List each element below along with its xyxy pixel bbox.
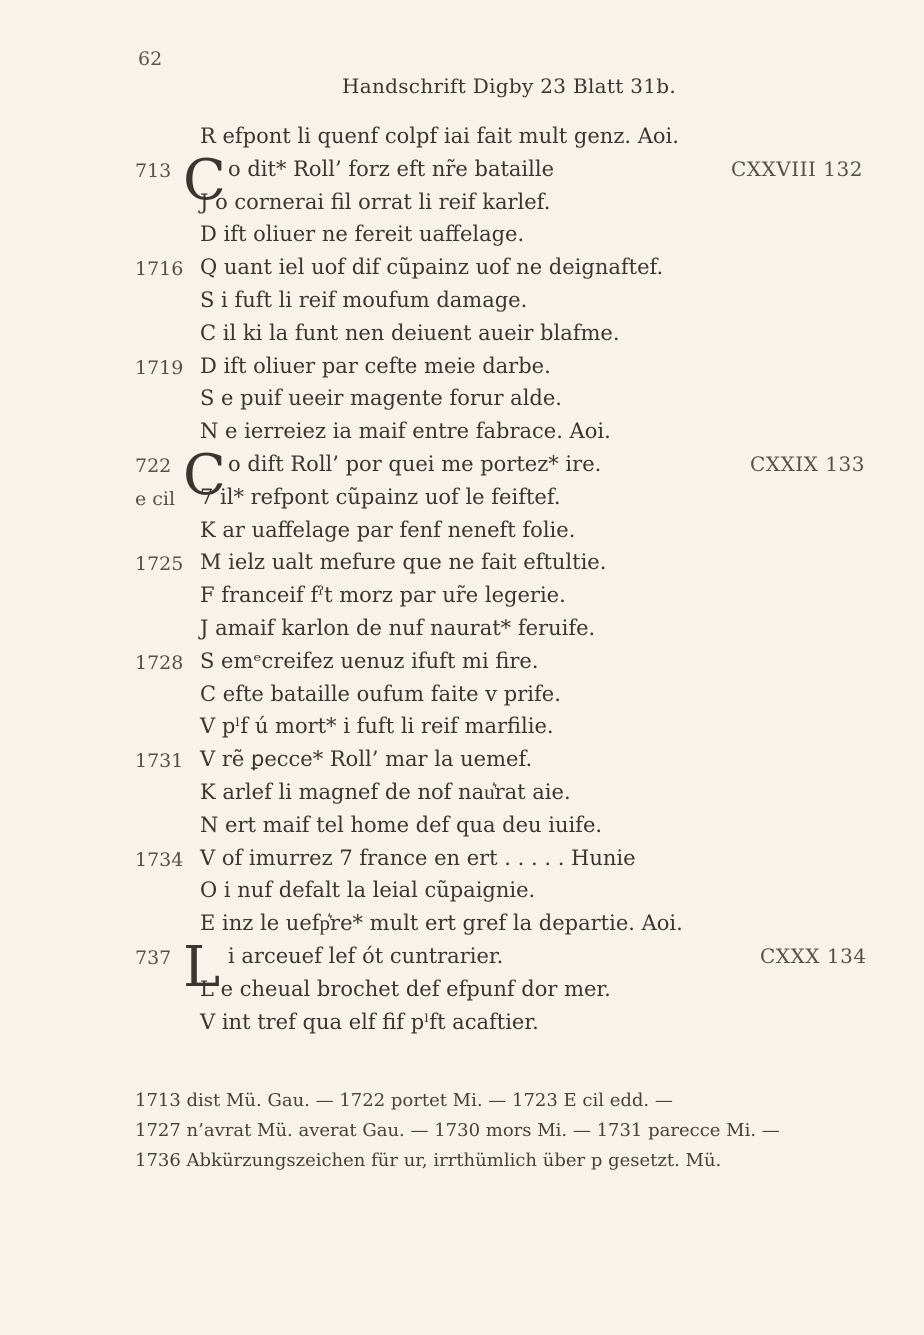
line-text: J o cornerai fil orrat li reif karlef. [200,190,551,214]
line-number: 713 [135,160,172,182]
text-line [0,977,924,1007]
line-text: S emᵉcreifez uenuz ifuft mi fire. [200,649,539,673]
line-text: Q uant iel uof dif cũpainz uof ne deignaftef. [200,255,664,279]
footnote-line: 1713 dist Mü. Gau. — 1722 portet Mi. — 1723 E cil edd. — [135,1090,673,1111]
section-number: CXXVIII 132 [731,157,863,181]
line-text: K arlef li magnef de nof nau͛rat aie. [200,780,571,804]
decorated-initial: C [183,148,226,213]
text-line [0,714,924,744]
text-line [0,255,924,285]
line-text: N ert maif tel home def qua deu iuife. [200,813,603,837]
page-number: 62 [138,48,163,70]
text-line [0,747,924,777]
line-text: V of imurrez 7 france en ert . . . . . Hunie [200,846,636,870]
line-number: 737 [135,947,172,969]
section-number: CXXX 134 [760,944,867,968]
text-line [0,452,924,482]
text-line [0,583,924,613]
text-line [0,682,924,712]
line-text: D ift oliuer ne fereit uaffelage. [200,222,525,246]
text-line [0,386,924,416]
line-text: i arceuef lef ót cuntrarier. [228,944,504,968]
line-text: K ar uaffelage par fenf neneft folie. [200,518,576,542]
footnote-line: 1727 n’avrat Mü. averat Gau. — 1730 mors Mi. — 1731 parecce Mi. — [135,1120,780,1141]
text-line [0,124,924,154]
footnote-line: 1736 Abkürzungszeichen für ur, irrthümlich über p gesetzt. Mü. [135,1150,722,1171]
text-line [0,846,924,876]
footnotes [135,1086,895,1176]
decorated-initial: C [183,443,226,508]
line-text: V rẽ ꝑecce* Roll’ mar la uemef. [200,747,533,771]
line-text: C efte bataille oufum faite v prife. [200,682,561,706]
text-line [0,1010,924,1040]
line-text: S i fuft li reif moufum damage. [200,288,528,312]
text-line [0,550,924,580]
line-text: J amaif karlon de nuf naurat* feruife. [200,616,596,640]
text-line [0,518,924,548]
text-line [0,813,924,843]
line-number: 1725 [135,553,184,575]
line-number: 1731 [135,750,184,772]
decorated-initial: L [183,935,221,1000]
running-head: Handschrift Digby 23 Blatt 31b. [342,74,677,98]
section-number: CXXIX 133 [750,452,865,476]
line-text: V int tref qua elf fif pˡft acaftier. [200,1010,539,1034]
line-text: M ielz ualt mefure que ne fait eftultie. [200,550,607,574]
line-text: S e puif ueeir magente forur alde. [200,386,562,410]
line-text: o dit* Roll’ forz eft nr̃e bataille [228,157,555,181]
text-line [0,157,924,187]
text-line [0,616,924,646]
line-text: L e cheual brochet def efpunf dor mer. [200,977,611,1001]
line-number: e cil [135,488,176,510]
line-number: 1716 [135,258,184,280]
line-text: o dift Roll’ por quei me portez* ire. [228,452,602,476]
line-number: 722 [135,455,172,477]
text-line [0,649,924,679]
text-line [0,190,924,220]
text-line [0,944,924,974]
text-line [0,780,924,810]
text-line [0,878,924,908]
line-number: 1734 [135,849,184,871]
line-text: F franceif fˀt morz par ur̃e legerie. [200,583,566,607]
text-line [0,222,924,252]
line-text: E inz le uefp͛re* mult ert gref la departie. Aoi. [200,911,683,935]
line-text: V pˡf ú mort* i fuft li reif marfilie. [200,714,554,738]
line-text: C il ki la funt nen deiuent aueir blafme. [200,321,620,345]
text-line [0,911,924,941]
text-line [0,354,924,384]
text-line [0,288,924,318]
line-text: 7 il* refpont cũpainz uof le feiftef. [200,485,561,509]
line-number: 1719 [135,357,184,379]
text-line [0,321,924,351]
line-number: 1728 [135,652,184,674]
text-line [0,485,924,515]
text-line [0,419,924,449]
line-text: N e ierreiez ia maif entre fabrace. Aoi. [200,419,611,443]
line-text: O i nuf defalt la leial cũpaignie. [200,878,536,902]
line-text: R efpont li quenf colpf iai fait mult genz. Aoi. [200,124,679,148]
line-text: D ift oliuer par cefte meie darbe. [200,354,551,378]
